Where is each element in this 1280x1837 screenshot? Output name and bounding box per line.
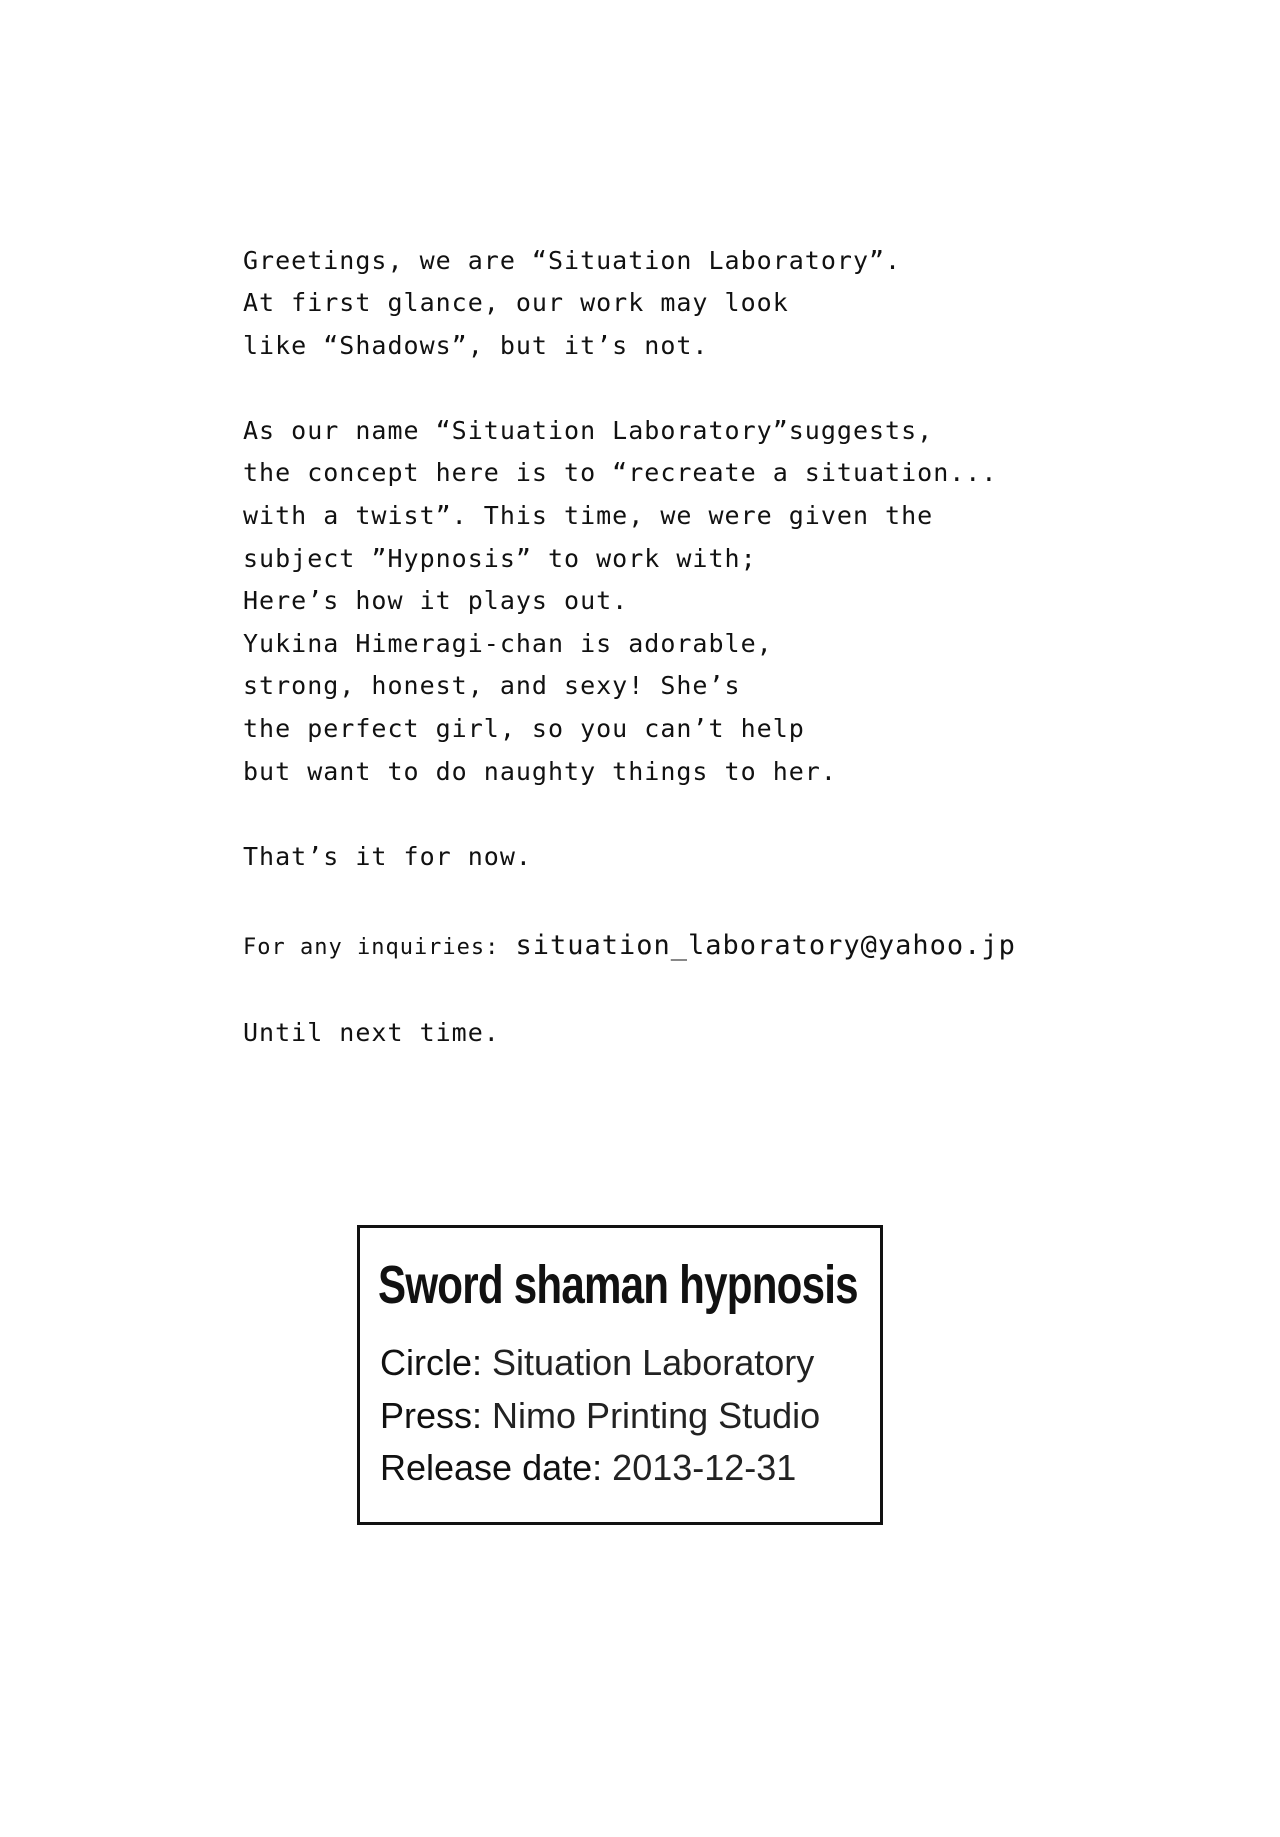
release-value: 2013-12-31 — [612, 1447, 797, 1488]
letter-line: Yukina Himeragi-chan is adorable, — [243, 629, 773, 658]
circle-label: Circle: — [380, 1342, 483, 1383]
letter-line: but want to do naughty things to her. — [243, 757, 837, 786]
circle-value: Situation Laboratory — [492, 1342, 815, 1383]
letter-line: Greetings, we are “Situation Laboratory”. — [243, 246, 902, 275]
release-label: Release date: — [380, 1447, 603, 1488]
contact-email: situation_laboratory@yahoo.jp — [515, 930, 1016, 961]
press-label: Press: — [380, 1395, 483, 1436]
letter-line: Here’s how it plays out. — [243, 586, 629, 615]
book-title: Sword shaman hypnosis — [378, 1255, 858, 1315]
letter-line: As our name “Situation Laboratory”suggests, — [243, 416, 934, 445]
letter-line: with a twist”. This time, we were given the — [243, 501, 934, 530]
letter-line: the concept here is to “recreate a situation... — [243, 458, 998, 487]
letter-line: the perfect girl, so you can’t help — [243, 714, 805, 743]
inquiries-line — [243, 931, 1016, 963]
press-row — [380, 1395, 820, 1437]
colophon-box — [357, 1225, 883, 1525]
circle-row — [380, 1342, 814, 1384]
letter-line: like “Shadows”, but it’s not. — [243, 331, 709, 360]
letter-line: At first glance, our work may look — [243, 288, 789, 317]
release-row — [380, 1447, 796, 1489]
press-value: Nimo Printing Studio — [492, 1395, 821, 1436]
letter-line: subject ”Hypnosis” to work with; — [243, 544, 757, 573]
letter-line: That’s it for now. — [243, 842, 532, 871]
closing-line: Until next time. — [243, 1018, 500, 1047]
letter-line: strong, honest, and sexy! She’s — [243, 671, 741, 700]
inquiries-label: For any inquiries: — [243, 935, 500, 960]
